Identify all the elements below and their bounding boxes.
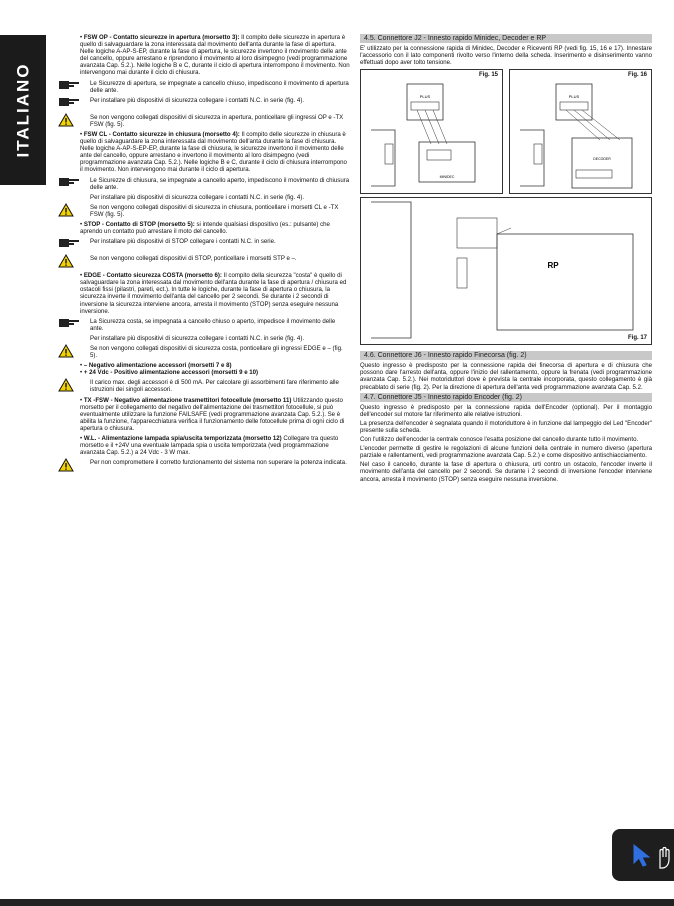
stop-item: • STOP - Contatto di STOP (morsetto 5): si intende qualsiasi dispositivo (es.: pulsante) che aprendo un contatto può arrestare il moto del cancello. — [80, 220, 330, 236]
warning-note: Se non vengono collegati dispositivi di STOP, ponticellare i morsetti STP e –. — [56, 255, 350, 269]
right-column — [360, 34, 652, 485]
minidec-label: MINIDEC — [439, 175, 455, 180]
plus-label: PLUS — [419, 94, 431, 100]
pointing-hand-icon — [58, 237, 80, 249]
warning-icon — [58, 378, 74, 392]
warning-icon — [58, 344, 74, 358]
pointing-hand-icon — [58, 176, 80, 188]
figure-17: Fig. 17 RP — [360, 197, 652, 345]
edge-item: • EDGE - Contatto sicurezza COSTA (morsetto 6): Il compito della sicurezza "costa" è quello di salvaguardare la zona interessata dal movimento dell'anta durante la fase di apertura / chiusura ed ostacoli fissi (pilastri, pareti, ect.). In tutte le logiche, durante la fase di apertura o chiusura, la sicurezza inverte il movimento dell'anta del cancello per 2 secondi. Se durante i 2 secondi di inversione la sicurezza interviene ancora, arresta il movimento (STOP) senza eseguire nessuna inversione. — [80, 272, 347, 315]
note-text: Per installare più dispositivi di sicurezza collegare i contatti N.C. in serie (fig. 4). — [90, 334, 305, 342]
arrow-cursor-icon — [634, 845, 649, 866]
fsw-cl-item: • FSW CL - Contatto sicurezze in chiusura (morsetto 4): Il compito delle sicurezze in chiusura è quello di salvaguardare la zona interessata dal movimento dell'anta durante la fase di chiusura. Nelle logiche A-AP-S-EP-EP, durante la fase di chiusura, le sicurezze invertono il movimento delle ante del cancello, oppure arrestano e invertono il movimento al loro disimpegno (vedi programmazione avanzata Cap. 5.2.). Nelle logiche B e C, durante il ciclo di chiusura interrompono il movimento. Non intervengono mai durante il ciclo di apertura. — [80, 130, 347, 174]
warning-note: Se non vengono collegati dispositivi di sicurezza costa, ponticellare gli ingressi EDGE e – (fig. 5). — [56, 345, 350, 359]
decoder-label: DECODER — [593, 157, 611, 162]
section-text: Con l'utilizzo dell'encoder la centrale conosce l'esatta posizione del cancello durante tutto il movimento. — [360, 436, 639, 444]
section-text: Questo ingresso è predisposto per la connessione rapida dei finecorsa di apertura e di chiusura che possono dare l'arresto dell'anta, oppure l'inizio del rallentamento, oppure la frenata (vedi programmazione avanzata Cap. 5.2.). Nei motoriduttori dove è prevista la centrale incorporata, questo collegamento è già precablato di serie (fig. 2). Per la direzione di apertura dell'anta vedi programmazione avanzata Cap. 5.2. — [360, 362, 652, 391]
warning-icon — [58, 203, 74, 217]
warning-icon — [58, 254, 74, 268]
warning-icon — [58, 458, 74, 472]
note-hand: Per installare più dispositivi di sicurezza collegare i contatti N.C. in serie (fig. 4). — [56, 97, 350, 111]
section-text: Questo ingresso è predisposto per la connessione rapida dell'Encoder (optional). Per il montaggio dell'encoder sul motore far riferimento alle relative istruzioni. — [360, 403, 652, 418]
section-heading: 4.7. Connettore J5 - Innesto rapido Encoder (fig. 2) — [360, 393, 652, 402]
minidec-diagram — [361, 70, 502, 193]
pointer-tools — [612, 829, 674, 881]
pos-item: • + 24 Vdc - Positivo alimentazione accessori (morsetti 9 e 10) — [80, 369, 259, 377]
note-hand: Per installare più dispositivi di STOP collegare i contatti N.C. in serie. — [56, 238, 350, 252]
section-text: La presenza dell'encoder è segnalata quando il motoriduttore è in funzione dal lampeggio del Led "Encoder" presente sulla scheda. — [360, 419, 652, 434]
neg-item: • – Negativo alimentazione accessori (morsetti 7 e 8) — [80, 362, 232, 370]
note-text: Per installare più dispositivi di sicurezza collegare i contatti N.C. in serie (fig. 4). — [90, 193, 305, 201]
language-tab — [0, 35, 46, 185]
rp-label: RP — [547, 261, 559, 271]
bottom-bar — [0, 899, 674, 906]
note-hand: Le Sicurezze di chiusura, se impegnate a cancello aperto, impediscono il movimento di chiusura delle ante. — [56, 177, 350, 191]
tx-item: • TX -FSW - Negativo alimentazione trasmettitori fotocellule (morsetto 11) Utilizzando questo morsetto per il collegamento del negativo dell'alimentazione dei trasmettitori fotocellule, si può eventualmente utilizzare la funzione FAILSAFE (vedi programmazione avanzata Cap. 5.2.). Se è abilita la funzione, l'apparecchiatura verifica il funzionamento delle fotocellule prima di ogni ciclo di apertura o chiusura. — [80, 396, 345, 432]
warning-note: Se non vengono collegati dispositivi di sicurezza in apertura, ponticellare gli ingressi OP e -TX FSW (fig. 5). — [56, 114, 350, 128]
figures-row — [360, 69, 652, 194]
pointing-hand-icon — [58, 79, 80, 91]
rp-diagram — [361, 198, 651, 344]
section-heading: 4.6. Connettore J6 - Innesto rapido Finecorsa (fig. 2) — [360, 351, 652, 360]
hand-cursor-icon — [660, 848, 669, 869]
figure-15: Fig. 15 PLUS MINIDEC — [360, 69, 503, 194]
section-text: Nel caso il cancello, durante la fase di apertura o chiusura, urti contro un ostacolo, l'encoder inverte il movimento dell'anta del cancello per 2 secondi. Se durante i 2 secondi di inversione l'encoder interviene ancora, arresta il movimento (STOP) senza eseguire nessuna inversione. — [360, 461, 652, 483]
fsw-op-item: • FSW OP - Contatto sicurezze in apertura (morsetto 3): Il compito delle sicurezze in apertura è quello di salvaguardare la zona interessata dal movimento dell'anta durante la fase di apertura. Nelle logiche A-AP-S-EP, durante la fase di apertura, le sicurezze invertono il movimento delle ante del cancello, oppure arrestano e riprendono il movimento al loro disimpegno (vedi programmazione avanzata Cap. 5.2.). Nelle logiche B e C, durante il ciclo di apertura interrompono il movimento. Non intervengono mai durante il ciclo di chiusura. — [80, 34, 350, 77]
pointer-toolbar[interactable] — [612, 829, 674, 881]
warning-note: Se non vengono collegati dispositivi di sicurezza in chiusura, ponticellare i morsetti CL e -TX FSW (fig. 5). — [56, 204, 350, 218]
pointing-hand-icon — [58, 317, 80, 329]
section-text: E' utilizzato per la connessione rapida di Minidec, Decoder e Riceventi RP (vedi fig. 15, 16 e 17). Innestare l'accessorio con il lato componenti rivolto verso l'interno della scheda. Inserimento e disinserimento vanno effettuati dopo aver tolto tensione. — [360, 45, 652, 67]
figure-16: Fig. 16 PLUS DECODER — [509, 69, 652, 194]
warning-note: Per non compromettere il corretto funzionamento del sistema non superare la potenza indicata. — [56, 459, 350, 473]
decoder-diagram — [510, 70, 651, 193]
section-text: L'encoder permette di gestire le regolazioni di alcune funzioni della centrale in numero diverso (apertura parziale e rallentamenti, vedi programmazione avanzata Cap. 5.2.) e come dispositivo antischiacciamento. — [360, 445, 652, 460]
warning-note: Il carico max. degli accessori è di 500 mA. Per calcolare gli assorbimenti fare riferimento alle istruzioni dei singoli accessori. — [56, 379, 350, 393]
language-label: ITALIANO — [13, 62, 33, 158]
plus-label: PLUS — [568, 94, 580, 100]
section-heading: 4.5. Connettore J2 - Innesto rapido Minidec, Decoder e RP — [360, 34, 652, 43]
left-column — [56, 34, 350, 476]
note-hand: La Sicurezza costa, se impegnata a cancello chiuso o aperto, impedisce il movimento delle ante. — [56, 318, 350, 332]
pointing-hand-icon — [58, 96, 80, 108]
warning-icon — [58, 113, 74, 127]
wl-item: • W.L. - Alimentazione lampada spia/uscita temporizzata (morsetto 12) Collegare tra questo morsetto e il +24V una eventuale lampada spia o uscita temporizzata (vedi programmazione avanzata Cap. 5.2.) a 24 Vdc - 3 W max. — [80, 435, 339, 457]
note-hand: Le Sicurezze di apertura, se impegnate a cancello chiuso, impediscono il movimento di apertura delle ante. — [56, 80, 350, 94]
